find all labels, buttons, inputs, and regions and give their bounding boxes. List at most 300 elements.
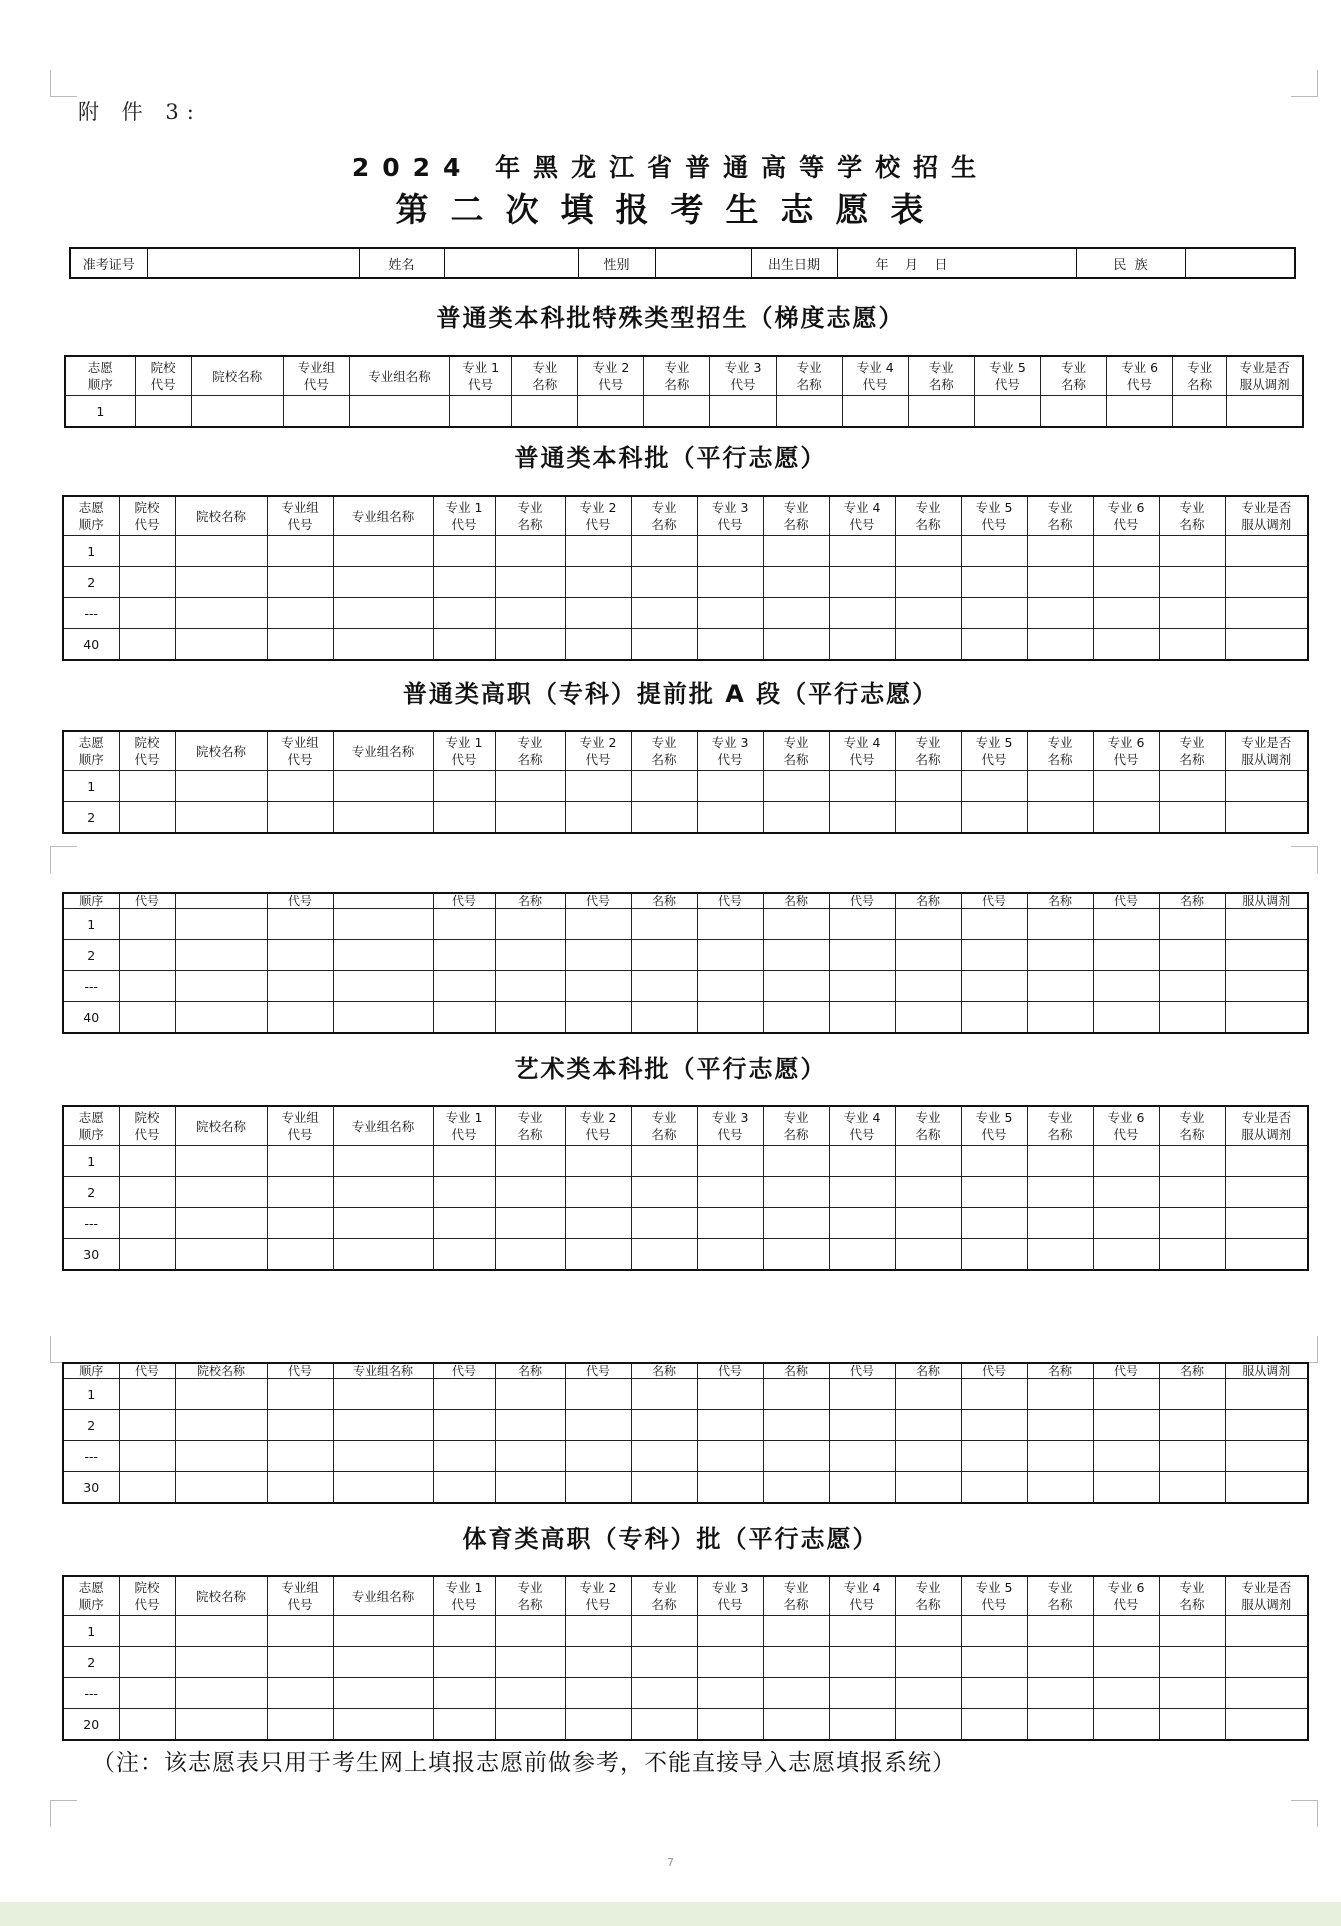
entry-cell[interactable] [565, 1379, 631, 1410]
entry-cell[interactable] [119, 1678, 175, 1709]
entry-cell[interactable] [267, 536, 333, 567]
entry-cell[interactable] [175, 598, 267, 629]
entry-cell[interactable] [578, 396, 644, 428]
entry-cell[interactable] [333, 971, 433, 1002]
entry-cell[interactable] [829, 536, 895, 567]
entry-cell[interactable] [495, 567, 565, 598]
entry-cell[interactable] [1027, 1472, 1093, 1504]
entry-cell[interactable] [895, 1177, 961, 1208]
entry-cell[interactable] [631, 1678, 697, 1709]
entry-cell[interactable] [333, 1146, 433, 1177]
entry-cell[interactable] [1107, 396, 1173, 428]
entry-cell[interactable] [119, 1410, 175, 1441]
entry-cell[interactable] [1225, 567, 1308, 598]
entry-cell[interactable] [829, 629, 895, 661]
entry-cell[interactable] [631, 536, 697, 567]
entry-cell[interactable] [565, 536, 631, 567]
entry-cell[interactable] [1093, 1410, 1159, 1441]
entry-cell[interactable] [961, 1616, 1027, 1647]
entry-cell[interactable] [631, 598, 697, 629]
entry-cell[interactable] [1093, 567, 1159, 598]
entry-cell[interactable] [895, 1647, 961, 1678]
entry-cell[interactable] [763, 771, 829, 802]
entry-cell[interactable] [776, 396, 842, 428]
entry-cell[interactable] [697, 1616, 763, 1647]
entry-cell[interactable] [1093, 1472, 1159, 1504]
entry-cell[interactable] [697, 1002, 763, 1034]
entry-cell[interactable] [961, 1239, 1027, 1271]
entry-cell[interactable] [119, 567, 175, 598]
entry-cell[interactable] [829, 771, 895, 802]
entry-cell[interactable] [175, 1002, 267, 1034]
entry-cell[interactable] [829, 1002, 895, 1034]
entry-cell[interactable] [495, 1678, 565, 1709]
entry-cell[interactable] [697, 971, 763, 1002]
entry-cell[interactable] [895, 1709, 961, 1741]
entry-cell[interactable] [763, 536, 829, 567]
entry-cell[interactable] [333, 1472, 433, 1504]
entry-cell[interactable] [175, 1146, 267, 1177]
entry-cell[interactable] [175, 1239, 267, 1271]
entry-cell[interactable] [1159, 1239, 1225, 1271]
entry-cell[interactable] [267, 1472, 333, 1504]
entry-cell[interactable] [267, 598, 333, 629]
entry-cell[interactable] [175, 1379, 267, 1410]
entry-cell[interactable] [1225, 1441, 1308, 1472]
entry-cell[interactable] [631, 940, 697, 971]
entry-cell[interactable] [1225, 802, 1308, 834]
entry-cell[interactable] [895, 1678, 961, 1709]
entry-cell[interactable] [697, 1678, 763, 1709]
entry-cell[interactable] [895, 940, 961, 971]
entry-cell[interactable] [495, 629, 565, 661]
entry-cell[interactable] [175, 1647, 267, 1678]
entry-cell[interactable] [433, 771, 495, 802]
entry-cell[interactable] [908, 396, 974, 428]
entry-cell[interactable] [1225, 1002, 1308, 1034]
entry-cell[interactable] [1093, 1146, 1159, 1177]
entry-cell[interactable] [495, 802, 565, 834]
entry-cell[interactable] [961, 567, 1027, 598]
entry-cell[interactable] [1159, 771, 1225, 802]
entry-cell[interactable] [119, 802, 175, 834]
entry-cell[interactable] [119, 1379, 175, 1410]
entry-cell[interactable] [1225, 1177, 1308, 1208]
entry-cell[interactable] [763, 1239, 829, 1271]
entry-cell[interactable] [119, 771, 175, 802]
entry-cell[interactable] [697, 1647, 763, 1678]
entry-cell[interactable] [495, 598, 565, 629]
entry-cell[interactable] [1159, 909, 1225, 940]
entry-cell[interactable] [961, 909, 1027, 940]
entry-cell[interactable] [961, 1379, 1027, 1410]
entry-cell[interactable] [175, 1678, 267, 1709]
entry-cell[interactable] [495, 536, 565, 567]
entry-cell[interactable] [433, 1239, 495, 1271]
entry-cell[interactable] [175, 536, 267, 567]
entry-cell[interactable] [1027, 1616, 1093, 1647]
entry-cell[interactable] [763, 940, 829, 971]
entry-cell[interactable] [333, 771, 433, 802]
entry-cell[interactable] [433, 1616, 495, 1647]
entry-cell[interactable] [697, 1472, 763, 1504]
entry-cell[interactable] [829, 909, 895, 940]
entry-cell[interactable] [267, 1441, 333, 1472]
entry-cell[interactable] [495, 1208, 565, 1239]
entry-cell[interactable] [565, 771, 631, 802]
entry-cell[interactable] [433, 1678, 495, 1709]
entry-cell[interactable] [1027, 1177, 1093, 1208]
entry-cell[interactable] [829, 971, 895, 1002]
entry-cell[interactable] [895, 1239, 961, 1271]
entry-cell[interactable] [631, 1709, 697, 1741]
entry-cell[interactable] [1027, 629, 1093, 661]
entry-cell[interactable] [763, 1647, 829, 1678]
entry-cell[interactable] [565, 598, 631, 629]
entry-cell[interactable] [631, 1239, 697, 1271]
entry-cell[interactable] [697, 1410, 763, 1441]
entry-cell[interactable] [1027, 1647, 1093, 1678]
entry-cell[interactable] [191, 396, 283, 428]
entry-cell[interactable] [175, 1472, 267, 1504]
entry-cell[interactable] [763, 1379, 829, 1410]
entry-cell[interactable] [433, 802, 495, 834]
entry-cell[interactable] [763, 567, 829, 598]
entry-cell[interactable] [433, 567, 495, 598]
entry-cell[interactable] [829, 1146, 895, 1177]
entry-cell[interactable] [495, 1410, 565, 1441]
entry-cell[interactable] [829, 1678, 895, 1709]
entry-cell[interactable] [974, 396, 1040, 428]
entry-cell[interactable] [333, 1177, 433, 1208]
entry-cell[interactable] [763, 1709, 829, 1741]
entry-cell[interactable] [495, 1441, 565, 1472]
entry-cell[interactable] [433, 1472, 495, 1504]
entry-cell[interactable] [961, 1002, 1027, 1034]
entry-cell[interactable] [697, 629, 763, 661]
entry-cell[interactable] [1173, 396, 1227, 428]
entry-cell[interactable] [565, 1472, 631, 1504]
entry-cell[interactable] [829, 1239, 895, 1271]
entry-cell[interactable] [697, 567, 763, 598]
entry-cell[interactable] [267, 1647, 333, 1678]
entry-cell[interactable] [433, 1647, 495, 1678]
entry-cell[interactable] [565, 1239, 631, 1271]
entry-cell[interactable] [175, 1616, 267, 1647]
entry-cell[interactable] [119, 629, 175, 661]
entry-cell[interactable] [565, 1208, 631, 1239]
entry-cell[interactable] [1027, 1678, 1093, 1709]
entry-cell[interactable] [1159, 598, 1225, 629]
entry-cell[interactable] [119, 971, 175, 1002]
entry-cell[interactable] [1225, 1146, 1308, 1177]
entry-cell[interactable] [333, 802, 433, 834]
entry-cell[interactable] [1225, 971, 1308, 1002]
entry-cell[interactable] [333, 1709, 433, 1741]
entry-cell[interactable] [433, 940, 495, 971]
entry-cell[interactable] [631, 1379, 697, 1410]
entry-cell[interactable] [631, 971, 697, 1002]
entry-cell[interactable] [697, 940, 763, 971]
entry-cell[interactable] [175, 940, 267, 971]
entry-cell[interactable] [267, 1146, 333, 1177]
entry-cell[interactable] [763, 1472, 829, 1504]
entry-cell[interactable] [119, 536, 175, 567]
entry-cell[interactable] [1225, 629, 1308, 661]
entry-cell[interactable] [283, 396, 349, 428]
entry-cell[interactable] [267, 1410, 333, 1441]
entry-cell[interactable] [763, 1177, 829, 1208]
entry-cell[interactable] [495, 1146, 565, 1177]
entry-cell[interactable] [1225, 909, 1308, 940]
entry-cell[interactable] [1225, 1379, 1308, 1410]
entry-cell[interactable] [333, 629, 433, 661]
entry-cell[interactable] [267, 940, 333, 971]
entry-cell[interactable] [1159, 567, 1225, 598]
entry-cell[interactable] [333, 567, 433, 598]
entry-cell[interactable] [763, 1410, 829, 1441]
entry-cell[interactable] [697, 1709, 763, 1741]
entry-cell[interactable] [565, 971, 631, 1002]
entry-cell[interactable] [710, 396, 776, 428]
entry-cell[interactable] [267, 629, 333, 661]
entry-cell[interactable] [697, 598, 763, 629]
entry-cell[interactable] [697, 1177, 763, 1208]
entry-cell[interactable] [433, 536, 495, 567]
entry-cell[interactable] [119, 1208, 175, 1239]
entry-cell[interactable] [895, 1410, 961, 1441]
entry-cell[interactable] [565, 1146, 631, 1177]
entry-cell[interactable] [961, 802, 1027, 834]
entry-cell[interactable] [433, 1002, 495, 1034]
entry-cell[interactable] [1159, 1002, 1225, 1034]
entry-cell[interactable] [119, 1616, 175, 1647]
entry-cell[interactable] [961, 536, 1027, 567]
entry-cell[interactable] [1159, 629, 1225, 661]
entry-cell[interactable] [1225, 1239, 1308, 1271]
entry-cell[interactable] [631, 1208, 697, 1239]
entry-cell[interactable] [961, 629, 1027, 661]
entry-cell[interactable] [433, 1441, 495, 1472]
entry-cell[interactable] [1159, 1146, 1225, 1177]
entry-cell[interactable] [829, 1616, 895, 1647]
entry-cell[interactable] [961, 1647, 1027, 1678]
entry-cell[interactable] [119, 1177, 175, 1208]
entry-cell[interactable] [961, 771, 1027, 802]
entry-cell[interactable] [1027, 1239, 1093, 1271]
entry-cell[interactable] [119, 1472, 175, 1504]
entry-cell[interactable] [433, 971, 495, 1002]
entry-cell[interactable] [895, 598, 961, 629]
entry-cell[interactable] [895, 1441, 961, 1472]
entry-cell[interactable] [333, 598, 433, 629]
entry-cell[interactable] [1093, 909, 1159, 940]
entry-cell[interactable] [1027, 971, 1093, 1002]
entry-cell[interactable] [763, 1002, 829, 1034]
entry-cell[interactable] [1093, 771, 1159, 802]
entry-cell[interactable] [565, 1709, 631, 1741]
entry-cell[interactable] [829, 1441, 895, 1472]
entry-cell[interactable] [961, 1208, 1027, 1239]
entry-cell[interactable] [267, 909, 333, 940]
entry-cell[interactable] [763, 802, 829, 834]
entry-cell[interactable] [763, 1146, 829, 1177]
entry-cell[interactable] [1225, 1647, 1308, 1678]
entry-cell[interactable] [1093, 940, 1159, 971]
entry-cell[interactable] [267, 1616, 333, 1647]
entry-cell[interactable] [1159, 1709, 1225, 1741]
entry-cell[interactable] [495, 1616, 565, 1647]
entry-cell[interactable] [1159, 1472, 1225, 1504]
entry-cell[interactable] [961, 1678, 1027, 1709]
entry-cell[interactable] [1093, 1647, 1159, 1678]
entry-cell[interactable] [565, 1177, 631, 1208]
entry-cell[interactable] [895, 629, 961, 661]
entry-cell[interactable] [333, 909, 433, 940]
entry-cell[interactable] [697, 1208, 763, 1239]
entry-cell[interactable] [333, 536, 433, 567]
entry-cell[interactable] [631, 802, 697, 834]
entry-cell[interactable] [763, 909, 829, 940]
entry-cell[interactable] [565, 1441, 631, 1472]
entry-cell[interactable] [1159, 1678, 1225, 1709]
entry-cell[interactable] [333, 1379, 433, 1410]
entry-cell[interactable] [961, 940, 1027, 971]
entry-cell[interactable] [895, 1146, 961, 1177]
entry-cell[interactable] [1093, 1441, 1159, 1472]
entry-cell[interactable] [895, 1208, 961, 1239]
entry-cell[interactable] [961, 1441, 1027, 1472]
entry-cell[interactable] [495, 1647, 565, 1678]
entry-cell[interactable] [433, 1208, 495, 1239]
entry-cell[interactable] [1159, 1616, 1225, 1647]
entry-cell[interactable] [1027, 771, 1093, 802]
entry-cell[interactable] [842, 396, 908, 428]
entry-cell[interactable] [565, 1410, 631, 1441]
entry-cell[interactable] [495, 1709, 565, 1741]
entry-cell[interactable] [763, 629, 829, 661]
entry-cell[interactable] [565, 802, 631, 834]
entry-cell[interactable] [895, 971, 961, 1002]
entry-cell[interactable] [1159, 1410, 1225, 1441]
entry-cell[interactable] [631, 909, 697, 940]
entry-cell[interactable] [1225, 1208, 1308, 1239]
entry-cell[interactable] [267, 1709, 333, 1741]
entry-cell[interactable] [495, 909, 565, 940]
entry-cell[interactable] [433, 629, 495, 661]
entry-cell[interactable] [1159, 1208, 1225, 1239]
entry-cell[interactable] [175, 971, 267, 1002]
entry-cell[interactable] [433, 598, 495, 629]
entry-cell[interactable] [267, 802, 333, 834]
entry-cell[interactable] [1225, 1472, 1308, 1504]
entry-cell[interactable] [495, 1379, 565, 1410]
entry-cell[interactable] [631, 771, 697, 802]
entry-cell[interactable] [1027, 536, 1093, 567]
entry-cell[interactable] [895, 1472, 961, 1504]
entry-cell[interactable] [119, 940, 175, 971]
entry-cell[interactable] [333, 1678, 433, 1709]
entry-cell[interactable] [1027, 567, 1093, 598]
entry-cell[interactable] [1027, 1146, 1093, 1177]
entry-cell[interactable] [895, 1616, 961, 1647]
entry-cell[interactable] [1093, 971, 1159, 1002]
entry-cell[interactable] [333, 940, 433, 971]
entry-cell[interactable] [495, 971, 565, 1002]
entry-cell[interactable] [433, 1709, 495, 1741]
entry-cell[interactable] [829, 1208, 895, 1239]
entry-cell[interactable] [175, 1441, 267, 1472]
entry-cell[interactable] [175, 629, 267, 661]
entry-cell[interactable] [119, 598, 175, 629]
entry-cell[interactable] [1225, 598, 1308, 629]
entry-cell[interactable] [433, 909, 495, 940]
entry-cell[interactable] [349, 396, 449, 428]
entry-cell[interactable] [565, 1616, 631, 1647]
entry-cell[interactable] [763, 971, 829, 1002]
entry-cell[interactable] [1093, 1379, 1159, 1410]
entry-cell[interactable] [565, 1647, 631, 1678]
entry-cell[interactable] [267, 1002, 333, 1034]
entry-cell[interactable] [829, 1647, 895, 1678]
entry-cell[interactable] [829, 1410, 895, 1441]
entry-cell[interactable] [697, 802, 763, 834]
entry-cell[interactable] [1159, 971, 1225, 1002]
entry-cell[interactable] [333, 1441, 433, 1472]
entry-cell[interactable] [961, 598, 1027, 629]
entry-cell[interactable] [565, 1002, 631, 1034]
entry-cell[interactable] [1225, 940, 1308, 971]
entry-cell[interactable] [961, 1177, 1027, 1208]
entry-cell[interactable] [1027, 1709, 1093, 1741]
entry-cell[interactable] [763, 598, 829, 629]
entry-cell[interactable] [175, 771, 267, 802]
entry-cell[interactable] [119, 1709, 175, 1741]
entry-cell[interactable] [1159, 1647, 1225, 1678]
entry-cell[interactable] [961, 1709, 1027, 1741]
entry-cell[interactable] [495, 771, 565, 802]
entry-cell[interactable] [895, 802, 961, 834]
entry-cell[interactable] [1225, 1709, 1308, 1741]
entry-cell[interactable] [895, 771, 961, 802]
entry-cell[interactable] [333, 1239, 433, 1271]
entry-cell[interactable] [961, 971, 1027, 1002]
entry-cell[interactable] [1227, 396, 1303, 428]
entry-cell[interactable] [433, 1410, 495, 1441]
entry-cell[interactable] [697, 771, 763, 802]
entry-cell[interactable] [895, 1379, 961, 1410]
entry-cell[interactable] [175, 1177, 267, 1208]
entry-cell[interactable] [267, 1239, 333, 1271]
entry-cell[interactable] [1093, 802, 1159, 834]
entry-cell[interactable] [267, 771, 333, 802]
entry-cell[interactable] [333, 1616, 433, 1647]
entry-cell[interactable] [631, 1441, 697, 1472]
entry-cell[interactable] [631, 567, 697, 598]
entry-cell[interactable] [1225, 1410, 1308, 1441]
entry-cell[interactable] [763, 1616, 829, 1647]
ethnicity-field[interactable] [1185, 248, 1295, 278]
entry-cell[interactable] [829, 940, 895, 971]
entry-cell[interactable] [631, 1146, 697, 1177]
entry-cell[interactable] [119, 1647, 175, 1678]
entry-cell[interactable] [961, 1146, 1027, 1177]
entry-cell[interactable] [829, 567, 895, 598]
entry-cell[interactable] [697, 909, 763, 940]
entry-cell[interactable] [1027, 802, 1093, 834]
entry-cell[interactable] [763, 1208, 829, 1239]
entry-cell[interactable] [1225, 771, 1308, 802]
